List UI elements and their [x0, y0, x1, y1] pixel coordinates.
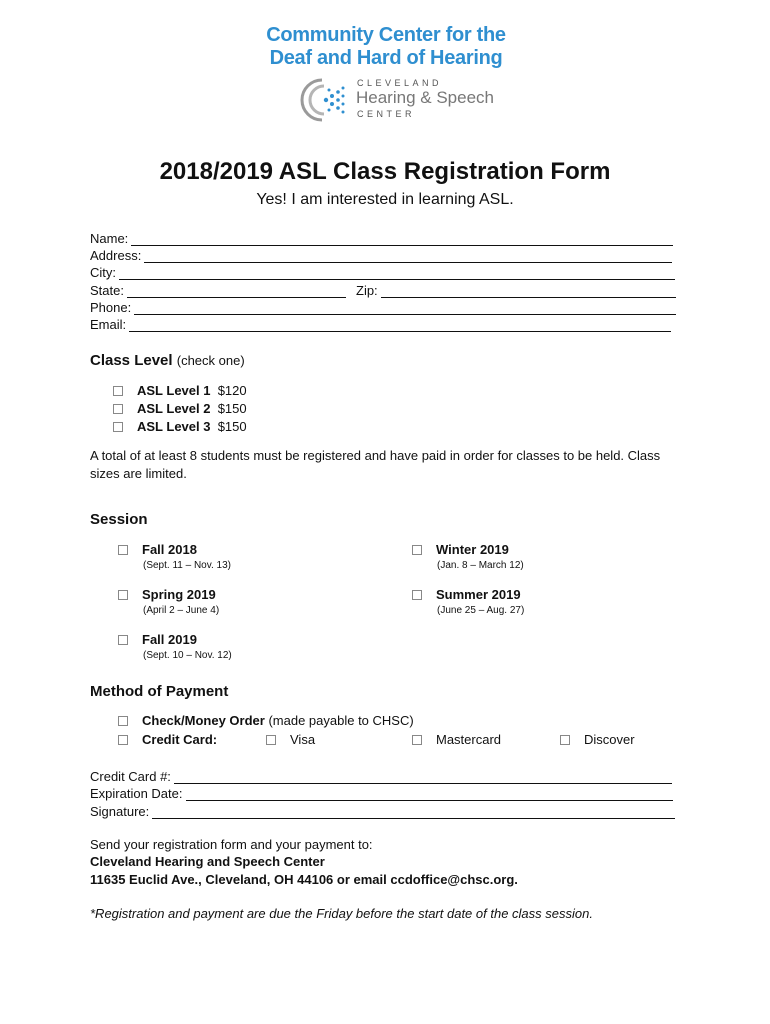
session-fall-2018-label: Fall 2018	[142, 542, 197, 557]
city-label: City:	[90, 265, 116, 280]
checkbox-icon[interactable]	[412, 735, 422, 745]
class-level-2-label: ASL Level 2	[137, 401, 211, 416]
checkbox-icon[interactable]	[118, 735, 128, 745]
class-level-1-price: $120	[217, 383, 247, 398]
card-number-label: Credit Card #:	[90, 769, 171, 784]
class-size-note: A total of at least 8 students must be registered and have paid in order for classes to be held. Class sizes are limited.	[90, 448, 661, 481]
logo-center-text: CENTER	[357, 109, 416, 119]
email-line[interactable]	[129, 318, 671, 332]
phone-field[interactable]	[90, 298, 676, 315]
class-level-title: Class Level	[90, 352, 173, 369]
city-field[interactable]	[90, 263, 675, 280]
state-field[interactable]	[90, 281, 346, 298]
org-name-line2: Deaf and Hard of Hearing	[269, 47, 503, 69]
class-level-1-option[interactable]	[113, 383, 247, 398]
class-level-heading	[90, 352, 245, 369]
checkbox-icon[interactable]	[118, 716, 128, 726]
expiration-line[interactable]	[186, 787, 673, 801]
check-money-order-note: (made payable to CHSC)	[268, 713, 414, 728]
class-level-1-label: ASL Level 1	[137, 383, 211, 398]
session-summer-2019-option[interactable]	[412, 587, 521, 602]
checkbox-icon[interactable]	[113, 422, 123, 432]
session-fall-2019-label: Fall 2019	[142, 632, 197, 647]
logo-dots-icon	[296, 76, 348, 124]
checkbox-icon[interactable]	[412, 590, 422, 600]
session-winter-2019-option[interactable]	[412, 542, 509, 557]
zip-line[interactable]	[381, 284, 676, 298]
mastercard-label: Mastercard	[436, 732, 502, 747]
session-summer-2019-label: Summer 2019	[436, 587, 521, 602]
form-subtitle: Yes! I am interested in learning ASL.	[256, 191, 514, 208]
logo-cleveland-text: CLEVELAND	[357, 78, 443, 88]
name-field[interactable]	[90, 229, 673, 246]
state-line[interactable]	[127, 284, 346, 298]
city-line[interactable]	[119, 266, 675, 280]
payment-heading: Method of Payment	[90, 683, 229, 700]
state-label: State:	[90, 283, 124, 298]
checkbox-icon[interactable]	[118, 635, 128, 645]
session-fall-2019-dates: (Sept. 10 – Nov. 12)	[143, 650, 232, 661]
session-winter-2019-dates: (Jan. 8 – March 12)	[437, 560, 524, 571]
discover-label: Discover	[584, 732, 635, 747]
logo-hearing-speech-text: Hearing & Speech	[356, 88, 494, 107]
checkbox-icon[interactable]	[266, 735, 276, 745]
send-instructions: Send your registration form and your payment to:	[90, 837, 373, 852]
class-level-note: (check one)	[176, 353, 245, 368]
address-field[interactable]	[90, 246, 672, 263]
session-fall-2018-option[interactable]	[118, 542, 197, 557]
phone-label: Phone:	[90, 300, 132, 315]
expiration-field[interactable]	[90, 784, 673, 801]
signature-line[interactable]	[152, 805, 675, 819]
email-label: Email:	[90, 317, 127, 332]
mailing-org-name: Cleveland Hearing and Speech Center	[90, 854, 325, 869]
expiration-label: Expiration Date:	[90, 786, 183, 801]
checkbox-icon[interactable]	[412, 545, 422, 555]
checkbox-icon[interactable]	[113, 404, 123, 414]
checkbox-icon[interactable]	[118, 590, 128, 600]
session-spring-2019-dates: (April 2 – June 4)	[143, 605, 220, 616]
form-title: 2018/2019 ASL Class Registration Form	[159, 158, 611, 185]
mastercard-option[interactable]	[412, 732, 501, 747]
class-level-3-option[interactable]	[113, 419, 247, 434]
check-money-order-option[interactable]	[118, 713, 414, 728]
card-number-line[interactable]	[174, 770, 672, 784]
signature-field[interactable]	[90, 802, 675, 819]
checkbox-icon[interactable]	[113, 386, 123, 396]
visa-option[interactable]	[266, 732, 315, 747]
mailing-address: 11635 Euclid Ave., Cleveland, OH 44106 or email ccdoffice@chsc.org.	[90, 872, 518, 887]
address-label: Address:	[90, 248, 142, 263]
session-fall-2019-option[interactable]	[118, 632, 197, 647]
zip-field[interactable]	[356, 281, 676, 298]
name-line[interactable]	[131, 232, 673, 246]
org-name-line1: Community Center for the	[266, 24, 506, 46]
session-fall-2018-dates: (Sept. 11 – Nov. 13)	[143, 560, 232, 571]
visa-label: Visa	[290, 732, 316, 747]
discover-option[interactable]	[560, 732, 635, 747]
class-level-3-label: ASL Level 3	[137, 419, 211, 434]
session-spring-2019-option[interactable]	[118, 587, 216, 602]
email-field[interactable]	[90, 315, 671, 332]
credit-card-option[interactable]	[118, 732, 217, 747]
address-line[interactable]	[144, 249, 672, 263]
class-level-2-option[interactable]	[113, 401, 247, 416]
name-label: Name:	[90, 231, 129, 246]
signature-label: Signature:	[90, 804, 150, 819]
credit-card-label: Credit Card:	[142, 732, 218, 747]
session-heading: Session	[90, 511, 148, 528]
class-level-3-price: $150	[217, 419, 247, 434]
class-level-2-price: $150	[217, 401, 247, 416]
session-winter-2019-label: Winter 2019	[436, 542, 509, 557]
checkbox-icon[interactable]	[118, 545, 128, 555]
zip-label: Zip:	[356, 283, 378, 298]
checkbox-icon[interactable]	[560, 735, 570, 745]
phone-line[interactable]	[134, 301, 676, 315]
card-number-field[interactable]	[90, 767, 672, 784]
deadline-note: *Registration and payment are due the Friday before the start date of the class session.	[90, 906, 593, 921]
session-summer-2019-dates: (June 25 – Aug. 27)	[437, 605, 525, 616]
session-spring-2019-label: Spring 2019	[142, 587, 216, 602]
check-money-order-label: Check/Money Order	[142, 713, 265, 728]
